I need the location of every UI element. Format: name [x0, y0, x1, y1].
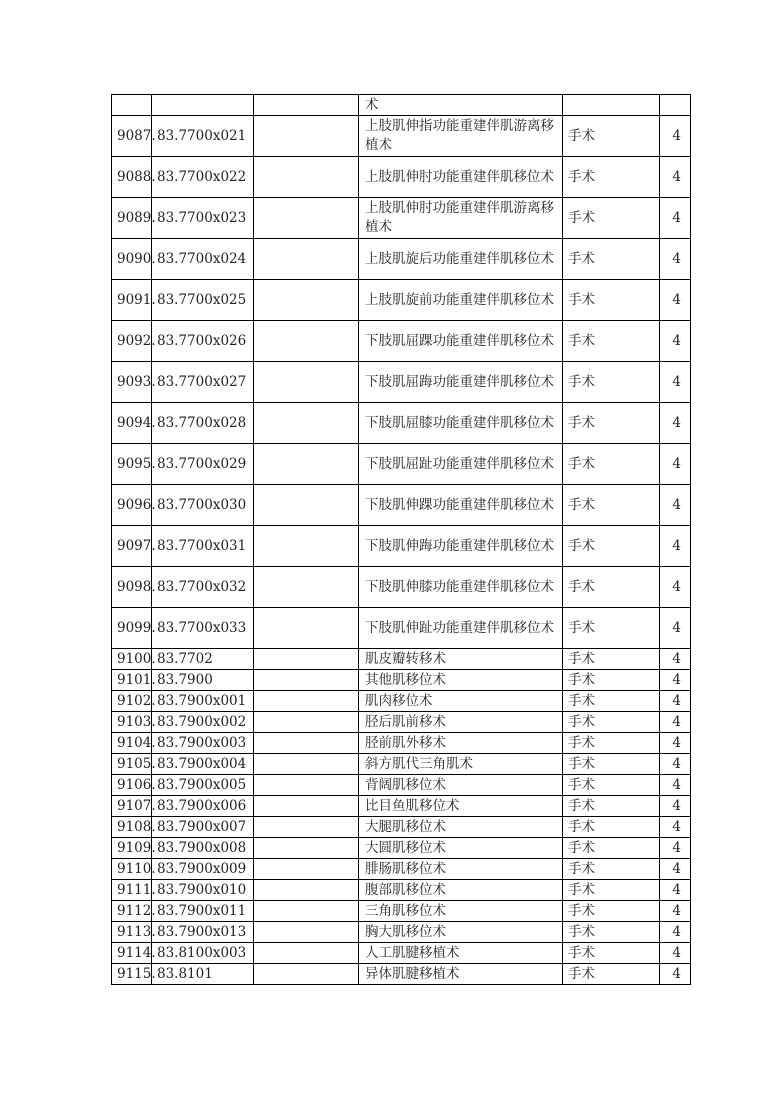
table-row: [112, 712, 691, 733]
procedure-type: 手术: [563, 922, 660, 943]
procedure-name: 上肢肌伸指功能重建伴肌游离移植术: [359, 116, 563, 157]
procedure-code: 83.7700x023: [152, 198, 254, 239]
blank-cell: [254, 775, 359, 796]
table-row: [112, 95, 691, 116]
procedure-type: 手术: [563, 444, 660, 485]
procedure-name: 术: [359, 95, 563, 116]
procedure-level: 4: [660, 859, 691, 880]
procedure-name: 下肢肌屈膝功能重建伴肌移位术: [359, 403, 563, 444]
table-row: [112, 880, 691, 901]
blank-cell: [254, 362, 359, 403]
table-row: [112, 691, 691, 712]
row-number: 9098.: [112, 567, 152, 608]
table-row: [112, 116, 691, 157]
procedure-name: 下肢肌屈趾功能重建伴肌移位术: [359, 444, 563, 485]
row-number: 9104.: [112, 733, 152, 754]
table-row: [112, 198, 691, 239]
procedure-code: 83.7700x032: [152, 567, 254, 608]
row-number: 9099.: [112, 608, 152, 649]
blank-cell: [254, 859, 359, 880]
procedure-level: 4: [660, 691, 691, 712]
row-number: [112, 95, 152, 116]
procedure-code: 83.7900x002: [152, 712, 254, 733]
procedure-type: 手术: [563, 485, 660, 526]
table-row: [112, 838, 691, 859]
procedure-name: 下肢肌伸趾功能重建伴肌移位术: [359, 608, 563, 649]
row-number: 9092.: [112, 321, 152, 362]
procedure-type: 手术: [563, 157, 660, 198]
procedure-code: 83.7700x033: [152, 608, 254, 649]
procedure-type: 手术: [563, 775, 660, 796]
procedure-name: 下肢肌伸膝功能重建伴肌移位术: [359, 567, 563, 608]
table-row: [112, 754, 691, 775]
procedure-level: 4: [660, 526, 691, 567]
table-row: [112, 922, 691, 943]
blank-cell: [254, 444, 359, 485]
procedure-code: 83.7900x004: [152, 754, 254, 775]
blank-cell: [254, 526, 359, 567]
procedure-name: 腓肠肌移位术: [359, 859, 563, 880]
procedure-code: 83.7700x025: [152, 280, 254, 321]
procedure-type: [563, 95, 660, 116]
procedure-name: 肌皮瓣转移术: [359, 649, 563, 670]
procedure-type: 手术: [563, 567, 660, 608]
procedure-level: 4: [660, 362, 691, 403]
procedure-name: 下肢肌屈踇功能重建伴肌移位术: [359, 362, 563, 403]
procedure-code: 83.7900: [152, 670, 254, 691]
procedure-code: 83.7700x031: [152, 526, 254, 567]
procedure-level: 4: [660, 444, 691, 485]
procedure-level: 4: [660, 733, 691, 754]
blank-cell: [254, 649, 359, 670]
table-row: [112, 964, 691, 985]
row-number: 9101.: [112, 670, 152, 691]
procedure-level: 4: [660, 485, 691, 526]
procedure-type: 手术: [563, 901, 660, 922]
procedure-code: 83.7700x026: [152, 321, 254, 362]
procedure-name: 胫前肌外移术: [359, 733, 563, 754]
procedure-name: 腹部肌移位术: [359, 880, 563, 901]
procedure-type: 手术: [563, 670, 660, 691]
procedure-type: 手术: [563, 280, 660, 321]
procedure-level: 4: [660, 880, 691, 901]
row-number: 9115.: [112, 964, 152, 985]
procedure-level: [660, 95, 691, 116]
procedure-type: 手术: [563, 321, 660, 362]
procedure-code: 83.7700x028: [152, 403, 254, 444]
procedure-level: 4: [660, 567, 691, 608]
blank-cell: [254, 754, 359, 775]
row-number: 9108.: [112, 817, 152, 838]
blank-cell: [254, 733, 359, 754]
blank-cell: [254, 922, 359, 943]
procedure-name: 上肢肌旋后功能重建伴肌移位术: [359, 239, 563, 280]
procedure-level: 4: [660, 712, 691, 733]
procedure-code: 83.7900x006: [152, 796, 254, 817]
blank-cell: [254, 198, 359, 239]
row-number: 9102.: [112, 691, 152, 712]
procedure-code: 83.7700x022: [152, 157, 254, 198]
table-row: [112, 859, 691, 880]
blank-cell: [254, 691, 359, 712]
blank-cell: [254, 943, 359, 964]
procedure-level: 4: [660, 775, 691, 796]
table-row: [112, 485, 691, 526]
procedure-type: 手术: [563, 526, 660, 567]
procedure-name: 上肢肌伸肘功能重建伴肌游离移植术: [359, 198, 563, 239]
procedure-code: 83.7900x007: [152, 817, 254, 838]
procedure-type: 手术: [563, 943, 660, 964]
procedure-level: 4: [660, 280, 691, 321]
procedure-code: 83.7900x003: [152, 733, 254, 754]
table-row: [112, 649, 691, 670]
procedure-type: 手术: [563, 403, 660, 444]
procedure-code: 83.7900x010: [152, 880, 254, 901]
procedure-table: [111, 94, 691, 985]
table-row: [112, 157, 691, 198]
procedure-name: 上肢肌伸肘功能重建伴肌移位术: [359, 157, 563, 198]
procedure-level: 4: [660, 817, 691, 838]
procedure-name: 下肢肌伸踇功能重建伴肌移位术: [359, 526, 563, 567]
row-number: 9107.: [112, 796, 152, 817]
procedure-type: 手术: [563, 859, 660, 880]
procedure-level: 4: [660, 321, 691, 362]
blank-cell: [254, 817, 359, 838]
blank-cell: [254, 901, 359, 922]
procedure-name: 大腿肌移位术: [359, 817, 563, 838]
table-row: [112, 775, 691, 796]
procedure-level: 4: [660, 198, 691, 239]
procedure-code: 83.7900x011: [152, 901, 254, 922]
blank-cell: [254, 403, 359, 444]
blank-cell: [254, 485, 359, 526]
procedure-level: 4: [660, 922, 691, 943]
blank-cell: [254, 567, 359, 608]
procedure-code: 83.7900x005: [152, 775, 254, 796]
row-number: 9095.: [112, 444, 152, 485]
procedure-code: 83.7700x029: [152, 444, 254, 485]
blank-cell: [254, 712, 359, 733]
procedure-code: 83.7700x021: [152, 116, 254, 157]
procedure-name: 胸大肌移位术: [359, 922, 563, 943]
procedure-level: 4: [660, 943, 691, 964]
procedure-type: 手术: [563, 880, 660, 901]
table-row: [112, 321, 691, 362]
procedure-name: 三角肌移位术: [359, 901, 563, 922]
procedure-level: 4: [660, 403, 691, 444]
procedure-level: 4: [660, 670, 691, 691]
procedure-name: 其他肌移位术: [359, 670, 563, 691]
procedure-code: 83.8100x003: [152, 943, 254, 964]
procedure-level: 4: [660, 649, 691, 670]
procedure-name: 大圆肌移位术: [359, 838, 563, 859]
row-number: 9103.: [112, 712, 152, 733]
procedure-code: 83.7900x008: [152, 838, 254, 859]
procedure-type: 手术: [563, 649, 660, 670]
procedure-name: 背阔肌移位术: [359, 775, 563, 796]
table-row: [112, 526, 691, 567]
blank-cell: [254, 608, 359, 649]
blank-cell: [254, 95, 359, 116]
procedure-code: 83.7900x001: [152, 691, 254, 712]
procedure-level: 4: [660, 838, 691, 859]
procedure-name: 异体肌腱移植术: [359, 964, 563, 985]
procedure-code: [152, 95, 254, 116]
procedure-type: 手术: [563, 239, 660, 280]
procedure-type: 手术: [563, 362, 660, 403]
table-row: [112, 817, 691, 838]
procedure-code: 83.7700x027: [152, 362, 254, 403]
blank-cell: [254, 838, 359, 859]
procedure-code: 83.7700x030: [152, 485, 254, 526]
procedure-code: 83.7900x013: [152, 922, 254, 943]
blank-cell: [254, 116, 359, 157]
table-row: [112, 239, 691, 280]
blank-cell: [254, 670, 359, 691]
procedure-name: 比目鱼肌移位术: [359, 796, 563, 817]
row-number: 9109.: [112, 838, 152, 859]
procedure-name: 斜方肌代三角肌术: [359, 754, 563, 775]
procedure-type: 手术: [563, 116, 660, 157]
procedure-type: 手术: [563, 733, 660, 754]
procedure-level: 4: [660, 157, 691, 198]
table-row: [112, 796, 691, 817]
procedure-level: 4: [660, 239, 691, 280]
procedure-code: 83.7700x024: [152, 239, 254, 280]
row-number: 9093.: [112, 362, 152, 403]
row-number: 9106.: [112, 775, 152, 796]
table-body: [112, 95, 691, 985]
procedure-code: 83.7900x009: [152, 859, 254, 880]
procedure-name: 肌肉移位术: [359, 691, 563, 712]
procedure-name: 胫后肌前移术: [359, 712, 563, 733]
procedure-name: 上肢肌旋前功能重建伴肌移位术: [359, 280, 563, 321]
row-number: 9100.: [112, 649, 152, 670]
procedure-type: 手术: [563, 754, 660, 775]
procedure-level: 4: [660, 608, 691, 649]
row-number: 9091.: [112, 280, 152, 321]
row-number: 9089.: [112, 198, 152, 239]
procedure-type: 手术: [563, 838, 660, 859]
row-number: 9112.: [112, 901, 152, 922]
procedure-type: 手术: [563, 817, 660, 838]
table-row: [112, 280, 691, 321]
blank-cell: [254, 280, 359, 321]
procedure-level: 4: [660, 754, 691, 775]
procedure-name: 下肢肌屈踝功能重建伴肌移位术: [359, 321, 563, 362]
procedure-name: 人工肌腱移植术: [359, 943, 563, 964]
blank-cell: [254, 796, 359, 817]
procedure-code: 83.8101: [152, 964, 254, 985]
table-row: [112, 733, 691, 754]
blank-cell: [254, 321, 359, 362]
procedure-code: 83.7702: [152, 649, 254, 670]
procedure-type: 手术: [563, 608, 660, 649]
table-row: [112, 670, 691, 691]
table-row: [112, 943, 691, 964]
table-row: [112, 403, 691, 444]
row-number: 9087.: [112, 116, 152, 157]
procedure-type: 手术: [563, 796, 660, 817]
table-row: [112, 444, 691, 485]
table-row: [112, 608, 691, 649]
row-number: 9114.: [112, 943, 152, 964]
procedure-type: 手术: [563, 691, 660, 712]
row-number: 9088.: [112, 157, 152, 198]
procedure-type: 手术: [563, 198, 660, 239]
blank-cell: [254, 964, 359, 985]
row-number: 9090.: [112, 239, 152, 280]
procedure-name: 下肢肌伸踝功能重建伴肌移位术: [359, 485, 563, 526]
procedure-level: 4: [660, 116, 691, 157]
blank-cell: [254, 239, 359, 280]
table-row: [112, 567, 691, 608]
blank-cell: [254, 880, 359, 901]
procedure-level: 4: [660, 901, 691, 922]
row-number: 9110.: [112, 859, 152, 880]
procedure-level: 4: [660, 964, 691, 985]
procedure-type: 手术: [563, 712, 660, 733]
procedure-level: 4: [660, 796, 691, 817]
table-row: [112, 901, 691, 922]
row-number: 9096.: [112, 485, 152, 526]
table-row: [112, 362, 691, 403]
procedure-type: 手术: [563, 964, 660, 985]
blank-cell: [254, 157, 359, 198]
row-number: 9094.: [112, 403, 152, 444]
row-number: 9105.: [112, 754, 152, 775]
row-number: 9097.: [112, 526, 152, 567]
row-number: 9111.: [112, 880, 152, 901]
row-number: 9113.: [112, 922, 152, 943]
